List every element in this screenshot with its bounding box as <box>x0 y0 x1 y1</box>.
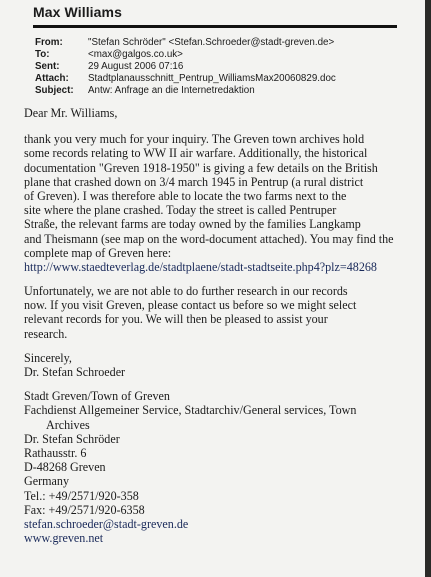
from-row <box>35 37 336 49</box>
para2-line: Unfortunately, we are not able to do further research in our records <box>24 284 348 299</box>
signature-tel: Tel.: +49/2571/920-358 <box>24 488 139 503</box>
para2-line: relevant records for you. We will then be pleased to assist your <box>24 312 328 327</box>
closing: Sincerely, <box>24 350 72 365</box>
para1-line: Straße, the relevant farms are today owned by the families Langkamp <box>24 217 361 232</box>
subject-label: Subject: <box>35 85 74 96</box>
signer: Dr. Stefan Schroeder <box>24 365 126 379</box>
signature-email[interactable]: stefan.schroeder@stadt-greven.de <box>24 516 189 531</box>
para1-line: documentation "Greven 1918-1950" is giving a few details on the British <box>24 160 378 175</box>
para1-line: complete map of Greven here: <box>24 245 172 260</box>
header-rule <box>33 25 397 28</box>
signature-web[interactable]: www.greven.net <box>24 531 104 546</box>
subject-row <box>35 85 336 97</box>
para1-line: of Greven). I was therefore able to locate the two farms next to the <box>24 188 347 203</box>
from-label: From: <box>35 37 63 48</box>
attach-row <box>35 73 336 85</box>
signature-street: Rathausstr. 6 <box>24 445 87 460</box>
spacer <box>24 379 414 389</box>
para2-line: research. <box>24 326 68 341</box>
spacer <box>24 341 414 351</box>
org-line: Stadt Greven/Town of Greven <box>24 389 170 404</box>
to-label: To: <box>35 49 50 60</box>
para1-line: some records relating to WW II air warfare. Additionally, the historical <box>24 146 368 161</box>
attach-label: Attach: <box>35 73 69 84</box>
sent-value: 29 August 2006 07:16 <box>88 61 184 72</box>
para1-line: thank you very much for your inquiry. The Greven town archives hold <box>24 132 365 147</box>
subject-value: Antw: Anfrage an die Internetredaktion <box>88 85 255 96</box>
para1-line: site where the plane crashed. Today the street is called Pentruper <box>24 203 337 218</box>
sent-label: Sent: <box>35 61 60 72</box>
signature-fax: Fax: +49/2571/920-6358 <box>24 502 145 517</box>
attach-value: Stadtplanausschnitt_Pentrup_WilliamsMax20060829.doc <box>88 73 336 84</box>
org-line: Fachdienst Allgemeiner Service, Stadtarchiv/General services, Town <box>24 403 357 418</box>
signature-name: Dr. Stefan Schröder <box>24 431 120 446</box>
email-header <box>35 37 336 97</box>
from-value: "Stefan Schröder" <Stefan.Schroeder@stadt-greven.de> <box>88 37 335 48</box>
greeting: Dear Mr. Williams, <box>24 106 118 120</box>
para1-line: and Theismann (see map on the word-document attached). You may find the <box>24 231 394 246</box>
photo-edge-shadow <box>425 0 431 577</box>
spacer <box>24 120 414 132</box>
para2-line: now. If you visit Greven, please contact us before so we might select <box>24 298 357 313</box>
letter-body <box>24 106 414 545</box>
spacer <box>24 274 414 284</box>
signature-country: Germany <box>24 474 69 489</box>
map-link[interactable]: http://www.staedteverlag.de/stadtplaene/stadt-stadtseite.php4?plz=48268 <box>24 259 377 274</box>
archives-line: Archives <box>46 417 90 432</box>
sent-row <box>35 61 336 73</box>
to-value: <max@galgos.co.uk> <box>88 49 183 60</box>
to-row <box>35 49 336 61</box>
sender-name: Max Williams <box>33 4 122 20</box>
signature-city: D-48268 Greven <box>24 460 106 475</box>
para1-line: plane that crashed down on 3/4 march 1945 in Pentrup (a rural district <box>24 174 364 189</box>
